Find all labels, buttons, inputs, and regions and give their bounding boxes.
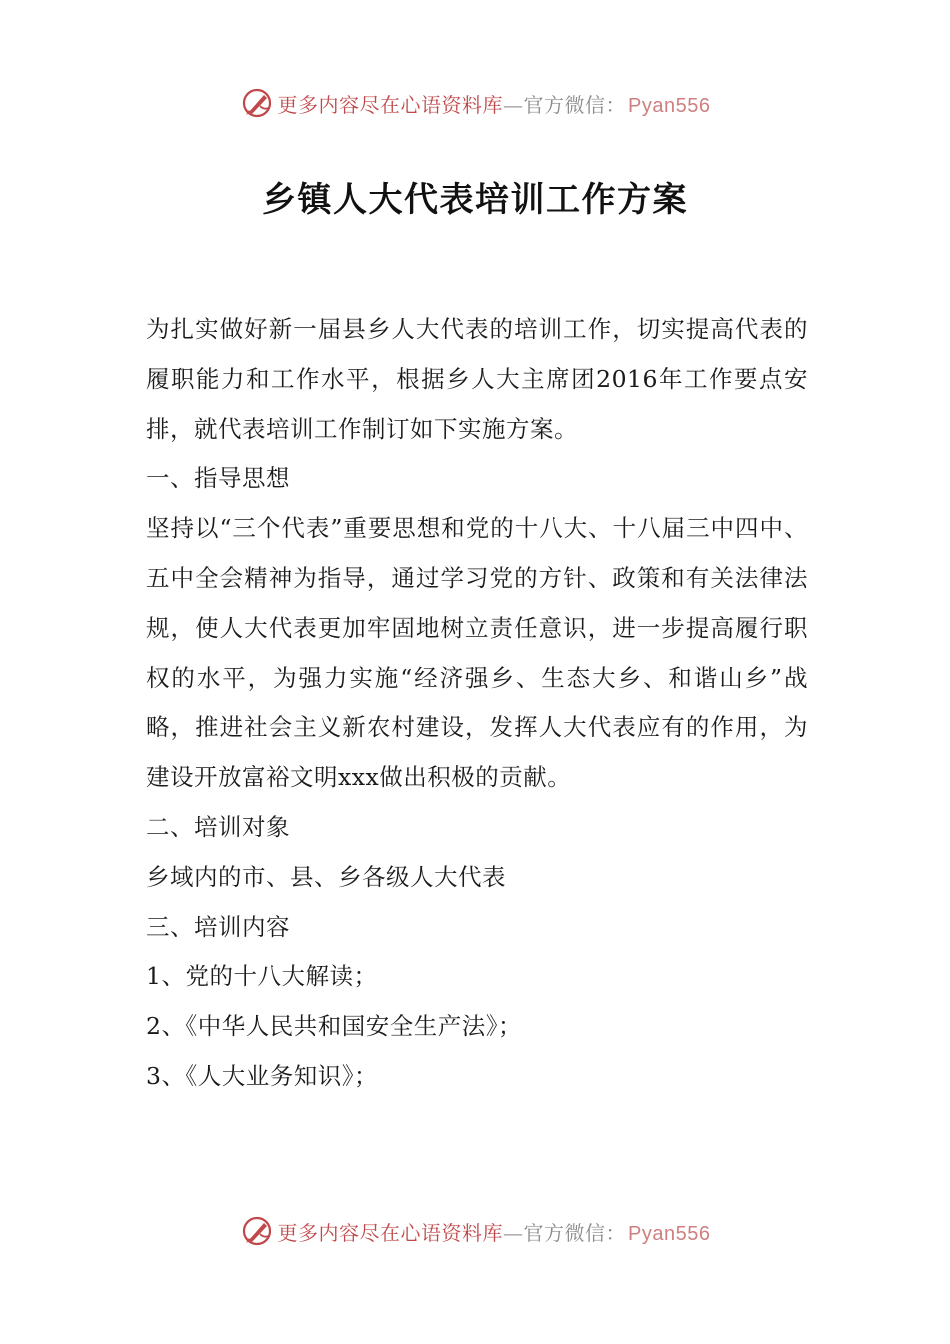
watermark-wechat-id: Pyan556 (628, 1222, 711, 1245)
watermark-official-label: 官方微信： (523, 92, 627, 117)
watermark-brand: 更多内容尽在心语资料库 (277, 92, 504, 117)
watermark-brand: 更多内容尽在心语资料库 (277, 1220, 504, 1245)
heading-training-content: 三、培训内容 (146, 912, 290, 941)
watermark-text (278, 89, 711, 118)
paragraph-training-target: 乡域内的市、县、乡各级人大代表 (146, 862, 506, 891)
paragraph-intro: 为扎实做好新一届县乡人大代表的培训工作，切实提高代表的履职能力和工作水平，根据乡人大主席团2016年工作要点安排，就代表培训工作制订如下实施方案。 (146, 315, 808, 443)
pen-logo-icon (240, 86, 274, 120)
watermark-dash: — (503, 1220, 524, 1245)
document-body (146, 305, 808, 1102)
heading-guiding-thought: 一、指导思想 (146, 464, 290, 493)
watermark-text (278, 1217, 711, 1246)
list-item-content-3: 3、《人大业务知识》； (146, 1061, 378, 1090)
heading-training-target: 二、培训对象 (146, 812, 290, 841)
list-item-content-1: 1、党的十八大解读； (146, 962, 378, 991)
paragraph-guiding-thought: 坚持以“三个代表”重要思想和党的十八大、十八届三中四中、五中全会精神为指导，通过学习党的方针、政策和有关法律法规，使人大代表更加牢固地树立责任意识，进一步提高履行职权的水平，为强力实施“经济强乡、生态大乡、和谐山乡”战略，推进社会主义新农村建设，发挥人大代表应有的作用，为建设开放富裕文明xxx做出积极的贡献。 (146, 514, 808, 792)
watermark-wechat-id: Pyan556 (628, 94, 711, 117)
pen-logo-icon (240, 1214, 274, 1248)
watermark-official-label: 官方微信： (523, 1220, 627, 1245)
watermark-dash: — (503, 92, 524, 117)
document-title: 乡镇人大代表培训工作方案 (262, 180, 688, 220)
list-item-content-2: 2、《中华人民共和国安全生产法》； (146, 1012, 522, 1041)
footer-watermark-banner (0, 1211, 950, 1251)
header-watermark-banner (0, 83, 950, 123)
